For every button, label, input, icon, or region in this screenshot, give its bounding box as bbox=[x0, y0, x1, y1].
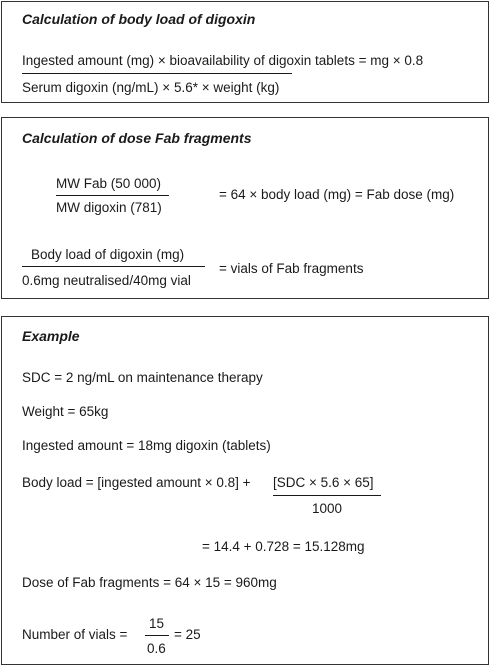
vials-formula-numerator: Body load of digoxin (mg) bbox=[31, 247, 185, 262]
weight-line: Weight = 65kg bbox=[22, 404, 109, 419]
vials-example-numerator: 15 bbox=[149, 616, 165, 631]
ingested-line: Ingested amount = 18mg digoxin (tablets) bbox=[22, 438, 271, 453]
fab-dose-box bbox=[1, 117, 489, 299]
vials-example-result: = 25 bbox=[174, 627, 201, 642]
fab-dose-title: Calculation of dose Fab fragments bbox=[22, 130, 252, 146]
body-load-numerator: Ingested amount (mg) × bioavailability of digoxin tablets = mg × 0.8 bbox=[22, 53, 424, 68]
vials-example-fraction-bar bbox=[145, 635, 169, 636]
vials-formula-denominator: 0.6mg neutralised/40mg vial bbox=[22, 273, 191, 288]
vials-fraction-bar bbox=[22, 266, 205, 267]
body-load-example-result: = 14.4 + 0.728 = 15.128mg bbox=[202, 539, 365, 554]
mw-fraction-bar bbox=[56, 195, 169, 196]
body-load-example-numerator: [SDC × 5.6 × 65] bbox=[273, 475, 374, 490]
body-load-example-label: Body load = [ingested amount × 0.8] + bbox=[22, 475, 251, 490]
mw-fab-numerator: MW Fab (50 000) bbox=[56, 176, 162, 191]
sdc-line: SDC = 2 ng/mL on maintenance therapy bbox=[22, 370, 263, 385]
body-load-title: Calculation of body load of digoxin bbox=[22, 11, 256, 27]
body-load-denominator: Serum digoxin (ng/mL) × 5.6* × weight (kg) bbox=[22, 80, 280, 95]
example-box bbox=[1, 316, 489, 665]
body-load-example-fraction-bar bbox=[273, 495, 381, 496]
vials-example-label: Number of vials = bbox=[22, 627, 128, 642]
fab-dose-result: = 64 × body load (mg) = Fab dose (mg) bbox=[219, 187, 455, 202]
mw-digoxin-denominator: MW digoxin (781) bbox=[56, 200, 162, 215]
example-title: Example bbox=[22, 328, 80, 344]
dose-example-line: Dose of Fab fragments = 64 × 15 = 960mg bbox=[22, 575, 277, 590]
vials-example-denominator: 0.6 bbox=[147, 641, 166, 656]
body-load-example-denominator: 1000 bbox=[312, 501, 343, 516]
body-load-fraction-bar bbox=[22, 73, 292, 74]
vials-formula-result: = vials of Fab fragments bbox=[219, 261, 364, 276]
body-load-box bbox=[1, 1, 489, 103]
